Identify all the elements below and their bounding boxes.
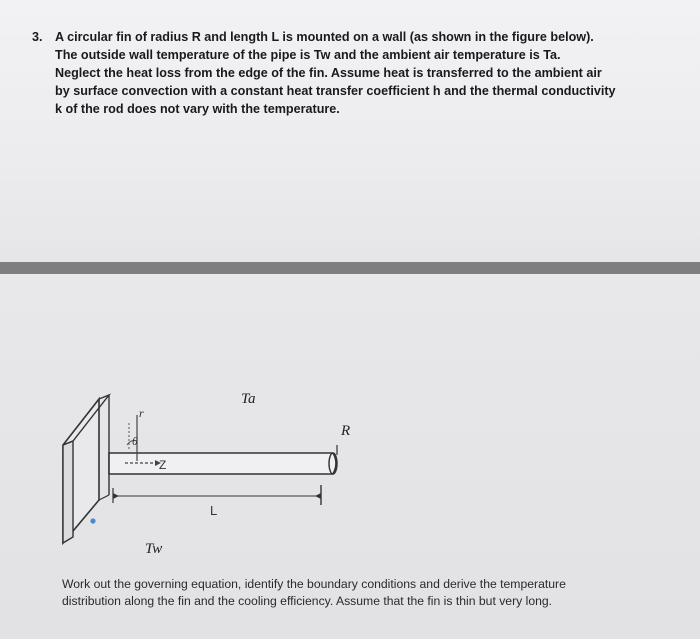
theta-label: θ	[132, 434, 138, 448]
z-label: Z	[159, 458, 167, 472]
fin-diagram	[55, 375, 375, 575]
instruction-line: Work out the governing equation, identify the boundary conditions and derive the temperature	[62, 577, 566, 591]
instruction-block	[62, 576, 694, 610]
question-number: 3.	[32, 30, 43, 44]
fin-rod	[109, 453, 336, 474]
question-block	[32, 28, 692, 118]
wall-side-face	[63, 441, 73, 543]
question-line: by surface convection with a constant heat transfer coefficient h and the thermal conductivity	[55, 84, 616, 98]
question-line: Neglect the heat loss from the edge of the fin. Assume heat is transferred to the ambient air	[55, 66, 602, 80]
question-text	[55, 28, 692, 118]
instruction-line: distribution along the fin and the cooling efficiency. Assume that the fin is thin but very long.	[62, 594, 553, 608]
radius-label: R	[341, 423, 351, 439]
wall-corner-marker	[90, 518, 95, 523]
question-line: k of the rod does not vary with the temperature.	[55, 102, 340, 116]
question-line: A circular fin of radius R and length L is mounted on a wall (as shown in the figure below).	[55, 30, 594, 44]
question-line: The outside wall temperature of the pipe is Tw and the ambient air temperature is Ta.	[55, 48, 561, 62]
length-label: L	[210, 503, 218, 518]
r-label: r	[139, 406, 144, 420]
ambient-temperature-label: Ta	[241, 391, 256, 407]
wall-temperature-label: Tw	[145, 541, 163, 557]
page-divider	[0, 262, 700, 274]
